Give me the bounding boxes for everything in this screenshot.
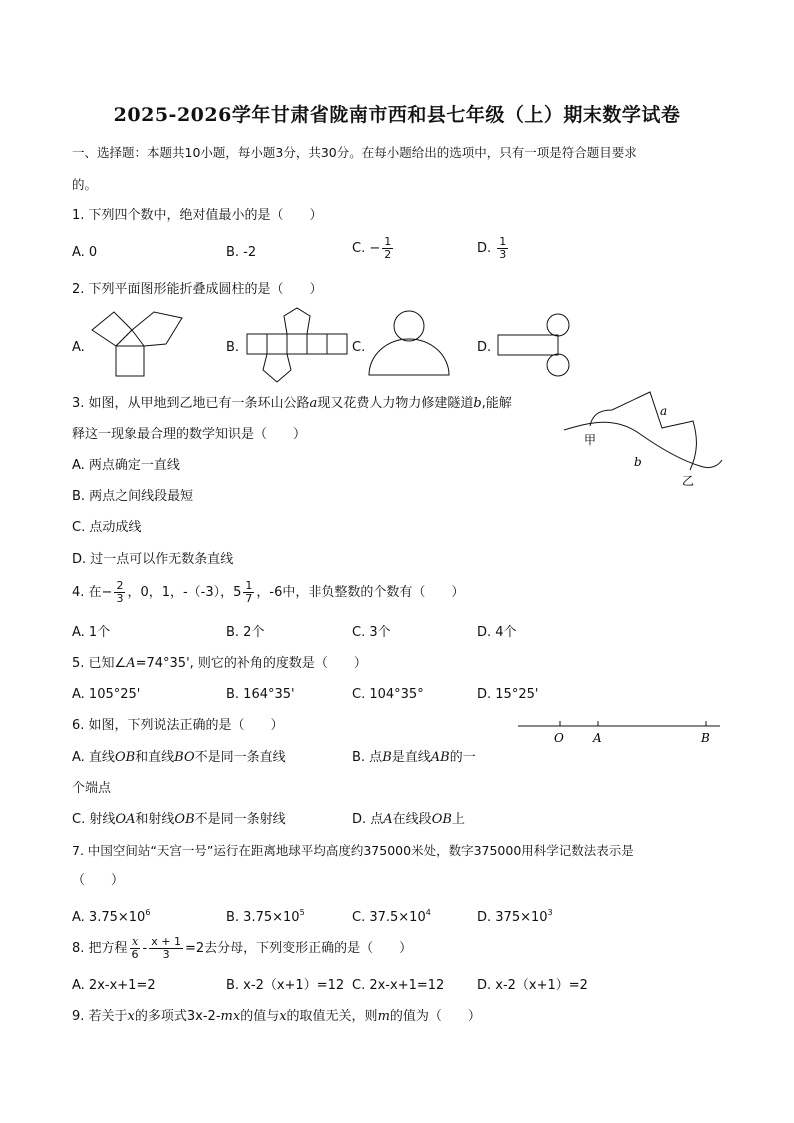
q6-option-d [352,812,465,828]
fraction-denominator: 3 [116,592,124,605]
q7-text: D. 375×10 [477,910,548,925]
q3-figure-roads [560,388,726,488]
q3-option-c: C. 点动成线 [72,520,142,535]
q6-option-a [72,750,286,766]
q9-text: 的取值无关，则 [286,1009,378,1024]
q7-option-b [226,905,305,926]
q6-option-b [352,750,476,766]
q2-option-b: B. [226,340,240,355]
figure-label-a: A [593,731,602,745]
q3-option-d: D. 过一点可以作无数条直线 [72,552,234,567]
q8-option-a: A. 2x-x+1=2 [72,978,156,993]
q5-option-b: B. 164°35' [226,687,295,702]
q6-text: B. 点 [352,750,383,765]
q6-text: 和直线 [135,750,175,765]
q2-option-a: A. [72,340,85,355]
q6-variable: BO [174,750,195,765]
q4-fraction-1 [114,580,125,605]
q6-text: 不是同一条射线 [194,812,286,827]
q6-variable: OB [114,750,136,765]
q4-text: 4. 在 [72,585,102,600]
q1-option-c-sign: − [369,241,381,256]
q4-fraction-2 [243,580,254,605]
q5-text: =74°35', 则它的补角的度数是（ ） [135,656,367,671]
q6-text: C. 射线 [72,812,116,827]
question-5-stem [72,656,367,672]
q4-option-a: A. 1个 [72,625,111,640]
q6-text: A. 直线 [72,750,115,765]
q8-fraction-1 [130,936,141,961]
fraction-denominator: 3 [162,948,170,961]
q1-option-d [477,236,510,261]
q7-exponent: 4 [425,908,431,917]
q6-variable: OA [115,812,136,827]
q8-text: =2去分母，下列变形正确的是（ ） [184,941,413,956]
fraction-numerator: x + 1 [151,935,181,948]
q9-variable: m [377,1009,390,1024]
q6-variable: OB [431,812,452,827]
q1-option-c-fraction [382,236,393,261]
fraction-numerator: 1 [384,235,392,248]
q9-text: 9. 若关于 [72,1009,128,1024]
q3-text: 3. 如图，从甲地到乙地已有一条环山公路 [72,396,310,411]
page-title: 2025-2026学年甘肃省陇南市西和县七年级（上）期末数学试卷 [113,104,681,126]
figure-label-b: B [701,731,710,745]
question-9-stem [72,1009,481,1025]
q3-option-b: B. 两点之间线段最短 [72,489,194,504]
q9-variable: mx [220,1009,241,1024]
figure-label-o: O [554,731,564,745]
q6-option-c [72,812,286,828]
q4-text: ，-6中，非负整数的个数有（ ） [256,585,465,600]
q4-sign: − [101,585,113,600]
q6-text: 在线段 [392,812,432,827]
q2-option-d: D. [477,340,492,355]
fraction-denominator: 2 [384,248,392,261]
q8-option-b: B. x-2（x+1）=12 [226,978,345,993]
q6-text: 不是同一条直线 [194,750,286,765]
figure-label-yi: 乙 [682,474,695,488]
q7-exponent: 3 [547,908,553,917]
q1-option-b: B. -2 [226,245,257,260]
fraction-numerator: 1 [499,235,507,248]
q6-variable: B [382,750,392,765]
question-1-stem: 1. 下列四个数中，绝对值最小的是（ ） [72,208,323,223]
q7-exponent: 6 [145,908,151,917]
q4-option-b: B. 2个 [226,625,265,640]
fraction-denominator: 6 [131,948,139,961]
q3-text: 现又花费人力物力修建隧道 [317,396,474,411]
q6-text: 是直线 [391,750,431,765]
question-2-stem: 2. 下列平面图形能折叠成圆柱的是（ ） [72,282,323,297]
q2-figure-b-net [245,306,349,384]
q6-figure-line [516,716,722,748]
q7-text: C. 37.5×10 [352,910,426,925]
figure-label-a: a [660,404,668,418]
section-instructions-cont: 的。 [72,177,98,192]
q9-text: 的多项式3x-2- [134,1009,221,1024]
fraction-denominator: 3 [499,248,507,261]
q1-option-a: A. 0 [72,245,98,260]
q5-variable: A [126,656,136,671]
q6-text: D. 点 [352,812,384,827]
q5-text: 5. 已知∠ [72,656,127,671]
question-7-stem-cont: （ ） [72,873,125,888]
question-6-stem: 6. 如图，下列说法正确的是（ ） [72,718,284,733]
fraction-denominator: 7 [245,592,253,605]
q7-option-d [477,905,553,926]
q1-option-c [352,236,395,261]
q1-option-c-label: C. [352,241,366,256]
q7-option-c [352,905,431,926]
q6-variable: AB [430,750,450,765]
q6-variable: A [383,812,393,827]
q3-variable-b: b [473,396,482,411]
q4-text: ，0，1，-（-3），5 [127,585,242,600]
q4-option-d: D. 4个 [477,625,517,640]
q1-option-d-fraction [497,236,508,261]
q9-text: 的值为（ ） [389,1009,481,1024]
question-3-stem-cont: 释这一现象最合理的数学知识是（ ） [72,427,307,442]
fraction-numerator: 2 [116,579,124,592]
fraction-numerator: x [131,935,139,948]
q8-option-d: D. x-2（x+1）=2 [477,978,588,993]
q5-option-c: C. 104°35° [352,687,424,702]
q5-option-d: D. 15°25' [477,687,539,702]
q7-exponent: 5 [299,908,305,917]
q3-option-a: A. 两点确定一直线 [72,458,180,473]
q4-option-c: C. 3个 [352,625,391,640]
q8-text: 8. 把方程 [72,941,128,956]
q8-fraction-2 [149,936,183,961]
question-3-stem [72,396,512,412]
q9-variable: x [279,1009,287,1024]
q9-variable: x [127,1009,135,1024]
q6-text: 上 [451,812,465,827]
question-8-stem [72,936,412,961]
q7-text: B. 3.75×10 [226,910,300,925]
q6-text: 和射线 [135,812,175,827]
question-4-stem [72,580,464,605]
q6-text: 的一 [449,750,476,765]
question-7-stem: 7. 中国空间站“天宫一号”运行在距离地球平均高度约375000米处，数字375000用科学记数法表示是 [72,843,634,858]
q6-variable: OB [174,812,195,827]
fraction-numerator: 1 [245,579,253,592]
figure-label-b: b [634,455,642,469]
q7-text: A. 3.75×10 [72,910,146,925]
q7-option-a [72,905,150,926]
figure-label-jia: 甲 [584,433,597,447]
q2-figure-a-net [86,306,190,378]
q8-minus: - [142,941,148,956]
section-instructions: 一、选择题：本题共10小题，每小题3分，共30分。在每小题给出的选项中，只有一项是符合题目要求 [72,145,637,160]
q5-option-a: A. 105°25' [72,687,141,702]
q2-figure-c-circle-semicircle [366,308,452,378]
q2-option-c: C. [352,340,366,355]
q3-variable-a: a [309,396,318,411]
q3-text: ,能解 [481,396,512,411]
q2-figure-d-cylinder-net [496,312,574,378]
q8-option-c: C. 2x-x+1=12 [352,978,445,993]
q9-text: 的值与 [240,1009,280,1024]
q1-option-d-label: D. [477,241,492,256]
q6-option-b-cont: 个端点 [72,781,112,796]
